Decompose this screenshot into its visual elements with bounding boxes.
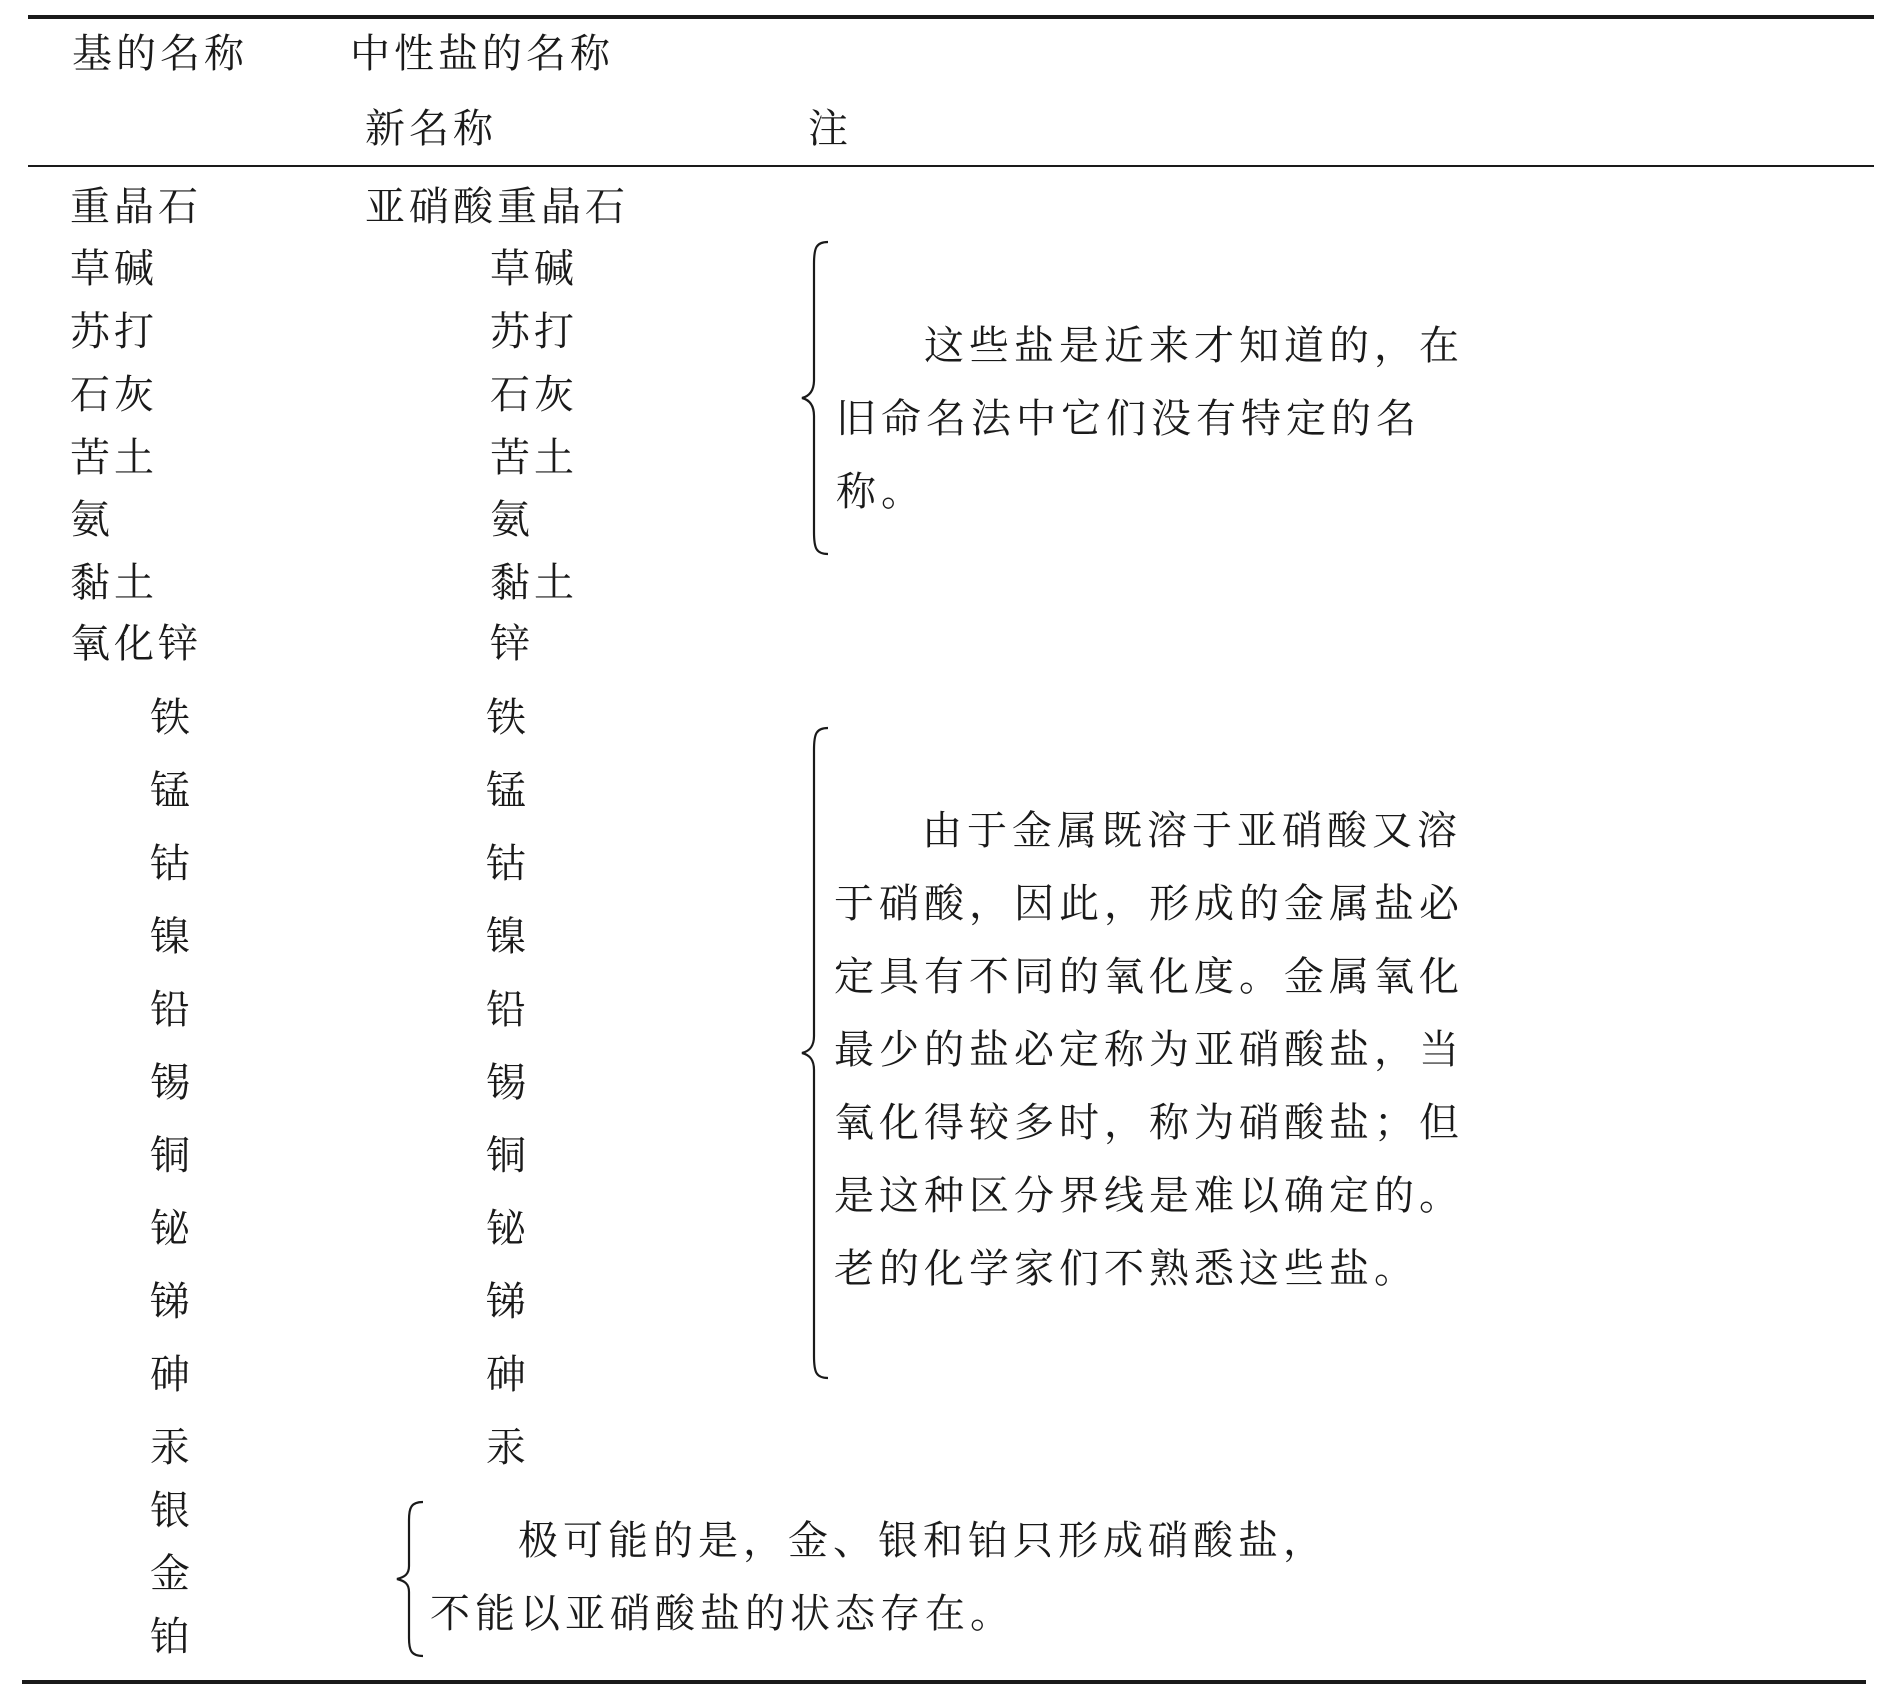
new-name-cell: 石灰: [490, 372, 578, 418]
new-name-cell: 锰: [486, 768, 530, 814]
brace-note-3: [395, 1500, 435, 1658]
new-name-cell: 铁: [486, 695, 530, 741]
new-name-cell: 草碱: [490, 246, 578, 292]
new-name-cell: 苦土: [490, 435, 578, 481]
header-base-name: 基的名称: [72, 31, 248, 77]
new-name-cell: 锌: [490, 621, 534, 667]
base-name-cell: 草碱: [70, 246, 158, 292]
header-rule: [28, 165, 1874, 167]
header-note: 注: [808, 106, 852, 152]
new-name-cell: 亚硝酸重晶石: [365, 184, 629, 230]
new-name-cell: 钴: [486, 841, 530, 887]
base-name-cell: 镍: [150, 914, 194, 960]
bottom-rule: [22, 1680, 1866, 1684]
new-name-cell: 砷: [486, 1352, 530, 1398]
base-name-cell: 氧化锌: [70, 621, 202, 667]
base-name-cell: 金: [150, 1551, 194, 1597]
top-rule: [28, 15, 1874, 19]
base-name-cell: 铁: [150, 695, 194, 741]
base-name-cell: 银: [150, 1488, 194, 1534]
base-name-cell: 苏打: [70, 309, 158, 355]
header-new-name: 新名称: [365, 106, 497, 152]
new-name-cell: 黏土: [490, 560, 578, 606]
base-name-cell: 氨: [70, 497, 114, 543]
new-name-cell: 锑: [486, 1279, 530, 1325]
base-name-cell: 石灰: [70, 372, 158, 418]
base-name-cell: 铅: [150, 987, 194, 1033]
base-name-cell: 铂: [150, 1614, 194, 1660]
base-name-cell: 钴: [150, 841, 194, 887]
new-name-cell: 氨: [490, 497, 534, 543]
note-1: 这些盐是近来才知道的，在旧命名法中它们没有特定的名称。: [836, 323, 1464, 515]
new-name-cell: 锡: [486, 1060, 530, 1106]
base-name-cell: 砷: [150, 1352, 194, 1398]
new-name-cell: 铋: [486, 1206, 530, 1252]
base-name-cell: 铋: [150, 1206, 194, 1252]
header-neutral-salt-name: 中性盐的名称: [350, 31, 614, 77]
base-name-cell: 黏土: [70, 560, 158, 606]
base-name-cell: 重晶石: [70, 184, 202, 230]
base-name-cell: 锡: [150, 1060, 194, 1106]
new-name-cell: 铅: [486, 987, 530, 1033]
note-3: 极可能的是，金、银和铂只形成硝酸盐，不能以亚硝酸盐的状态存在。: [430, 1518, 1328, 1637]
base-name-cell: 铜: [150, 1133, 194, 1179]
base-name-cell: 锰: [150, 768, 194, 814]
brace-note-1: [800, 240, 840, 556]
base-name-cell: 汞: [150, 1425, 194, 1471]
new-name-cell: 镍: [486, 914, 530, 960]
new-name-cell: 汞: [486, 1425, 530, 1471]
base-name-cell: 锑: [150, 1279, 194, 1325]
new-name-cell: 铜: [486, 1133, 530, 1179]
base-name-cell: 苦土: [70, 435, 158, 481]
note-2: 由于金属既溶于亚硝酸又溶于硝酸，因此，形成的金属盐必定具有不同的氧化度。金属氧化最少的盐必定称为亚硝酸盐，当氧化得较多时，称为硝酸盐；但是这种区分界线是难以确定的。老的化学家们不熟悉这些盐。: [834, 808, 1464, 1292]
new-name-cell: 苏打: [490, 309, 578, 355]
